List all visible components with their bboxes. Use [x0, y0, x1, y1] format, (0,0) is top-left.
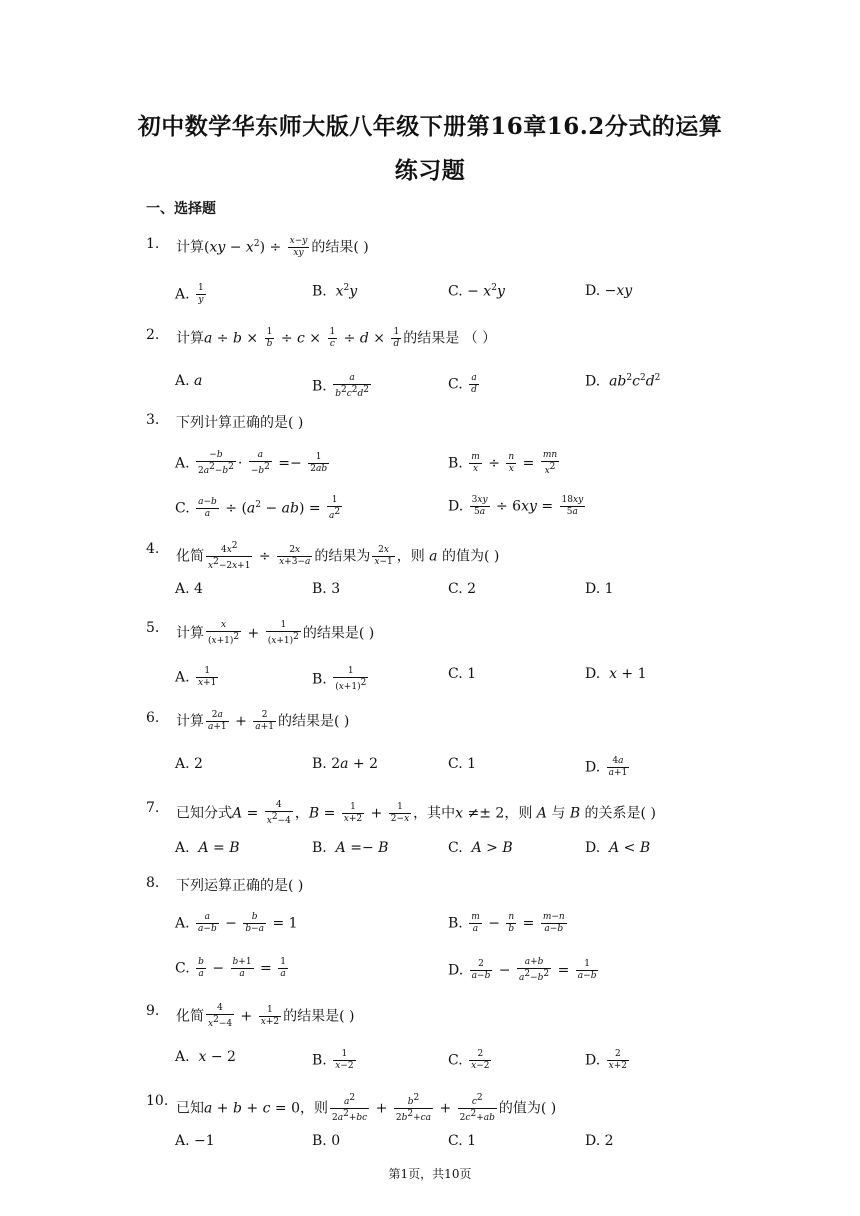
- question-number: 1.: [146, 236, 160, 252]
- option-b[interactable]: B. 3: [312, 581, 341, 597]
- option-b[interactable]: B. 0: [312, 1133, 341, 1149]
- option-d[interactable]: D. −xy: [585, 283, 633, 299]
- question-number: 10.: [146, 1093, 169, 1109]
- question-stem: 下列计算正确的是( ): [176, 415, 304, 431]
- option-b[interactable]: B. $\frac{1}{(x+1)^2}$: [312, 666, 367, 692]
- option-c[interactable]: C. $\frac{b}{a}$ − $\frac{b+1}{a}$ = $\frac{1}{a}$: [175, 957, 286, 979]
- question-number: 9.: [146, 1003, 160, 1019]
- option-d[interactable]: D. 2: [585, 1133, 614, 1149]
- option-c[interactable]: C. 1: [448, 756, 477, 772]
- option-d[interactable]: D. $\frac{3xy}{5a}$ ÷ 6xy = $\frac{18xy}{5a}$: [448, 495, 584, 517]
- question-number: 2.: [146, 327, 160, 343]
- document-title-line1: 初中数学华东师大版八年级下册第16章16.2分式的运算: [137, 113, 723, 140]
- option-d[interactable]: D. $\frac{2}{x+2}$: [585, 1049, 627, 1071]
- question-stem: 化简 $\frac{4}{x^2-4}$ + $\frac{1}{x+2}$ 的结果是( ): [176, 1003, 355, 1029]
- option-a[interactable]: A. $\frac{-b}{2a^2-b^2}$ · $\frac{a}{-b^2}$ =− $\frac{1}{2ab}$: [175, 450, 328, 476]
- question-stem: 化简 $\frac{4x^2}{x^2-2x+1}$ ÷ $\frac{2x}{x+3-a}$ 的结果为 $\frac{2x}{x-1}$ ，则 a 的值为( ): [176, 541, 500, 571]
- question-stem: 下列运算正确的是( ): [176, 878, 304, 894]
- question-stem: 已知a + b + c = 0，则 $\frac{a^2}{2a^2+bc}$ + $\frac{b^2}{2b^2+ca}$ + $\frac{c^2}{2c^2+ab}$ 的值为( ): [176, 1093, 557, 1123]
- option-a[interactable]: A. $\frac{1}{y}$: [175, 283, 204, 305]
- option-c[interactable]: C. A > B: [448, 840, 513, 856]
- option-c[interactable]: C. 2: [448, 581, 477, 597]
- option-a[interactable]: A. 4: [175, 581, 203, 597]
- question-stem: 计算a ÷ b × $\frac{1}{b}$ ÷ c × $\frac{1}{c}$ ÷ d × $\frac{1}{d}$ 的结果是 （ ）: [176, 327, 497, 349]
- option-d[interactable]: D. $ab^2c^2d^2$: [585, 373, 661, 390]
- question-number: 4.: [146, 541, 160, 557]
- option-d[interactable]: D. 1: [585, 581, 614, 597]
- option-c[interactable]: C. $\frac{a}{d}$: [448, 373, 477, 395]
- page-footer: 第1页，共10页: [388, 1167, 472, 1181]
- option-d[interactable]: D. $\frac{4a}{a+1}$: [585, 756, 628, 778]
- section-heading: 一、选择题: [146, 201, 216, 217]
- option-d[interactable]: D. x + 1: [585, 666, 647, 682]
- option-d[interactable]: D. $\frac{2}{a-b}$ − $\frac{a+b}{a^2-b^2}$ = $\frac{1}{a-b}$: [448, 957, 597, 983]
- question-number: 7.: [146, 800, 160, 816]
- option-c[interactable]: C. 1: [448, 1133, 477, 1149]
- option-c[interactable]: C. $\frac{2}{x-2}$: [448, 1049, 490, 1071]
- option-b[interactable]: B. 2a + 2: [312, 756, 379, 772]
- option-a[interactable]: A. 2: [175, 756, 203, 772]
- option-c[interactable]: C. $\frac{a-b}{a}$ ÷ $(a^2 - ab)$ = $\frac{1}{a^2}$: [175, 495, 341, 521]
- option-c[interactable]: C. 1: [448, 666, 477, 682]
- option-b[interactable]: B. A =− B: [312, 840, 389, 856]
- question-stem: 计算$(xy - x^2)$ ÷ $\frac{x-y}{xy}$ 的结果( ): [176, 236, 369, 258]
- question-stem: 计算 $\frac{x}{(x+1)^2}$ + $\frac{1}{(x+1)^2}$ 的结果是( ): [176, 620, 375, 646]
- option-a[interactable]: A. $\frac{a}{a-b}$ − $\frac{b}{b-a}$ = 1: [175, 912, 298, 934]
- document-title-line2: 练习题: [394, 157, 466, 184]
- option-b[interactable]: B. $\frac{m}{x}$ ÷ $\frac{n}{x}$ = $\frac{mn}{x^2}$: [448, 450, 558, 476]
- option-a[interactable]: A. −1: [175, 1133, 215, 1149]
- option-b[interactable]: B. $\frac{m}{a}$ − $\frac{n}{b}$ = $\frac{m-n}{a-b}$: [448, 912, 565, 934]
- option-a[interactable]: A. x − 2: [175, 1049, 236, 1065]
- option-d[interactable]: D. A < B: [585, 840, 651, 856]
- option-b[interactable]: B. $\frac{1}{x-2}$: [312, 1049, 354, 1071]
- question-stem: 已知分式A = $\frac{4}{x^2-4}$ ，B = $\frac{1}{x+2}$ + $\frac{1}{2-x}$ ，其中x ≠± 2，则 A 与 B 的关系是( ): [176, 800, 656, 826]
- question-number: 6.: [146, 710, 160, 726]
- option-a[interactable]: A. A = B: [175, 840, 240, 856]
- question-number: 5.: [146, 620, 160, 636]
- question-stem: 计算 $\frac{2a}{a+1}$ + $\frac{2}{a+1}$ 的结果是( ): [176, 710, 350, 732]
- option-a[interactable]: A. $\frac{1}{x+1}$: [175, 666, 217, 688]
- option-c[interactable]: C. − $x^2y$: [448, 283, 505, 300]
- question-number: 8.: [146, 875, 160, 891]
- option-b[interactable]: B. $\frac{a}{b^2c^2d^2}$: [312, 373, 369, 399]
- option-b[interactable]: B. $x^2y$: [312, 283, 358, 300]
- question-number: 3.: [146, 412, 160, 428]
- option-a[interactable]: A. a: [175, 373, 203, 389]
